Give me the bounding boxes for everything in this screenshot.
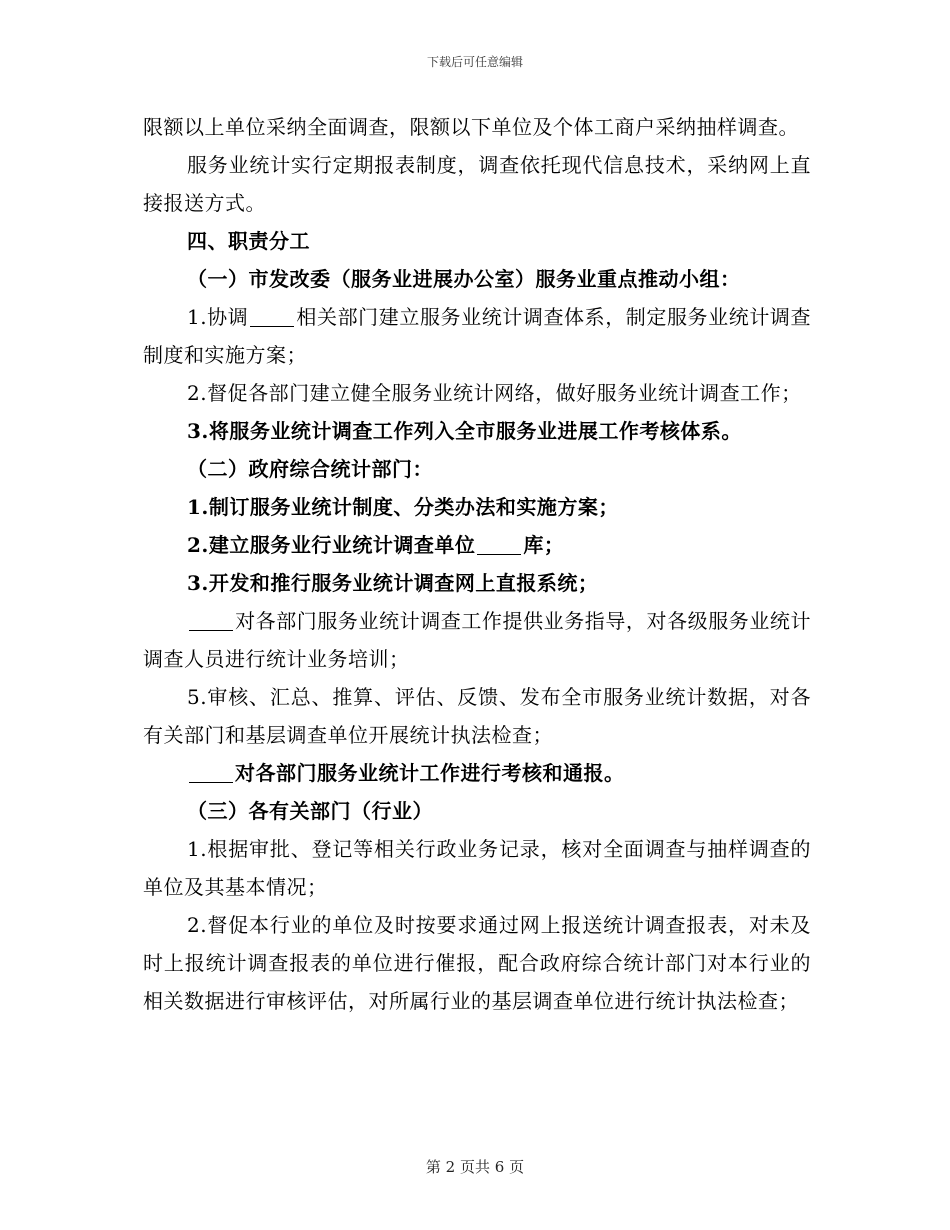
paragraph-reporting-system: 服务业统计实行定期报表制度，调查依托现代信息技术，采纳网上直接报送方式。 xyxy=(143,153,811,215)
list-item: 3.开发和推行服务业统计调查网上直报系统； xyxy=(187,571,599,595)
list-item-text: 对各部门服务业统计工作进行考核和通报。 xyxy=(235,761,625,785)
list-item-prefix: 1.协调 xyxy=(187,305,249,329)
document-body xyxy=(143,108,811,1020)
blank-line xyxy=(250,306,294,327)
list-item-text: 相关部门建立服务业统计调查体系，制定服务业统计调查制度和实施方案； xyxy=(143,305,811,367)
paragraph-survey-method: 限额以上单位采纳全面调查，限额以下单位及个体工商户采纳抽样调查。 xyxy=(143,115,799,139)
list-item xyxy=(143,526,811,564)
list-item xyxy=(143,298,811,374)
page-header: 下载后可任意编辑 xyxy=(426,55,523,69)
list-item xyxy=(143,754,811,792)
list-item: 1.制订服务业统计制度、分类办法和实施方案； xyxy=(187,495,619,519)
subsection-heading-1: （一）市发改委（服务业进展办公室）服务业重点推动小组： xyxy=(187,267,741,291)
section-heading-responsibilities: 四、职责分工 xyxy=(187,229,310,253)
subsection-heading-2: （二）政府综合统计部门： xyxy=(187,457,433,481)
blank-line xyxy=(477,534,521,555)
page-footer: 第 2 页共 6 页 xyxy=(425,1158,525,1176)
list-item: 2.督促本行业的单位及时按要求通过网上报送统计调查报表，对未及时上报统计调查报表的单位进行催报，配合政府综合统计部门对本行业的相关数据进行审核评估，对所属行业的基层调查单位进行统计执法检查； xyxy=(143,913,811,1013)
list-item-text: 库； xyxy=(523,533,565,557)
list-item: 5.审核、汇总、推算、评估、反馈、发布全市服务业统计数据，对各有关部门和基层调查单位开展统计执法检查； xyxy=(143,685,811,747)
list-item-prefix: 2.建立服务业行业统计调查单位 xyxy=(187,533,476,557)
list-item: 2.督促各部门建立健全服务业统计网络，做好服务业统计调查工作； xyxy=(187,381,802,405)
list-item xyxy=(143,602,811,678)
list-item: 1.根据审批、登记等相关行政业务记录，核对全面调查与抽样调查的单位及其基本情况； xyxy=(143,837,811,899)
blank-line xyxy=(189,762,233,783)
list-item: 3.将服务业统计调查工作列入全市服务业进展工作考核体系。 xyxy=(187,419,742,443)
list-item-text: 对各部门服务业统计调查工作提供业务指导，对各级服务业统计调查人员进行统计业务培训； xyxy=(143,609,811,671)
subsection-heading-3: （三）各有关部门（行业） xyxy=(187,799,433,823)
blank-line xyxy=(189,610,233,631)
